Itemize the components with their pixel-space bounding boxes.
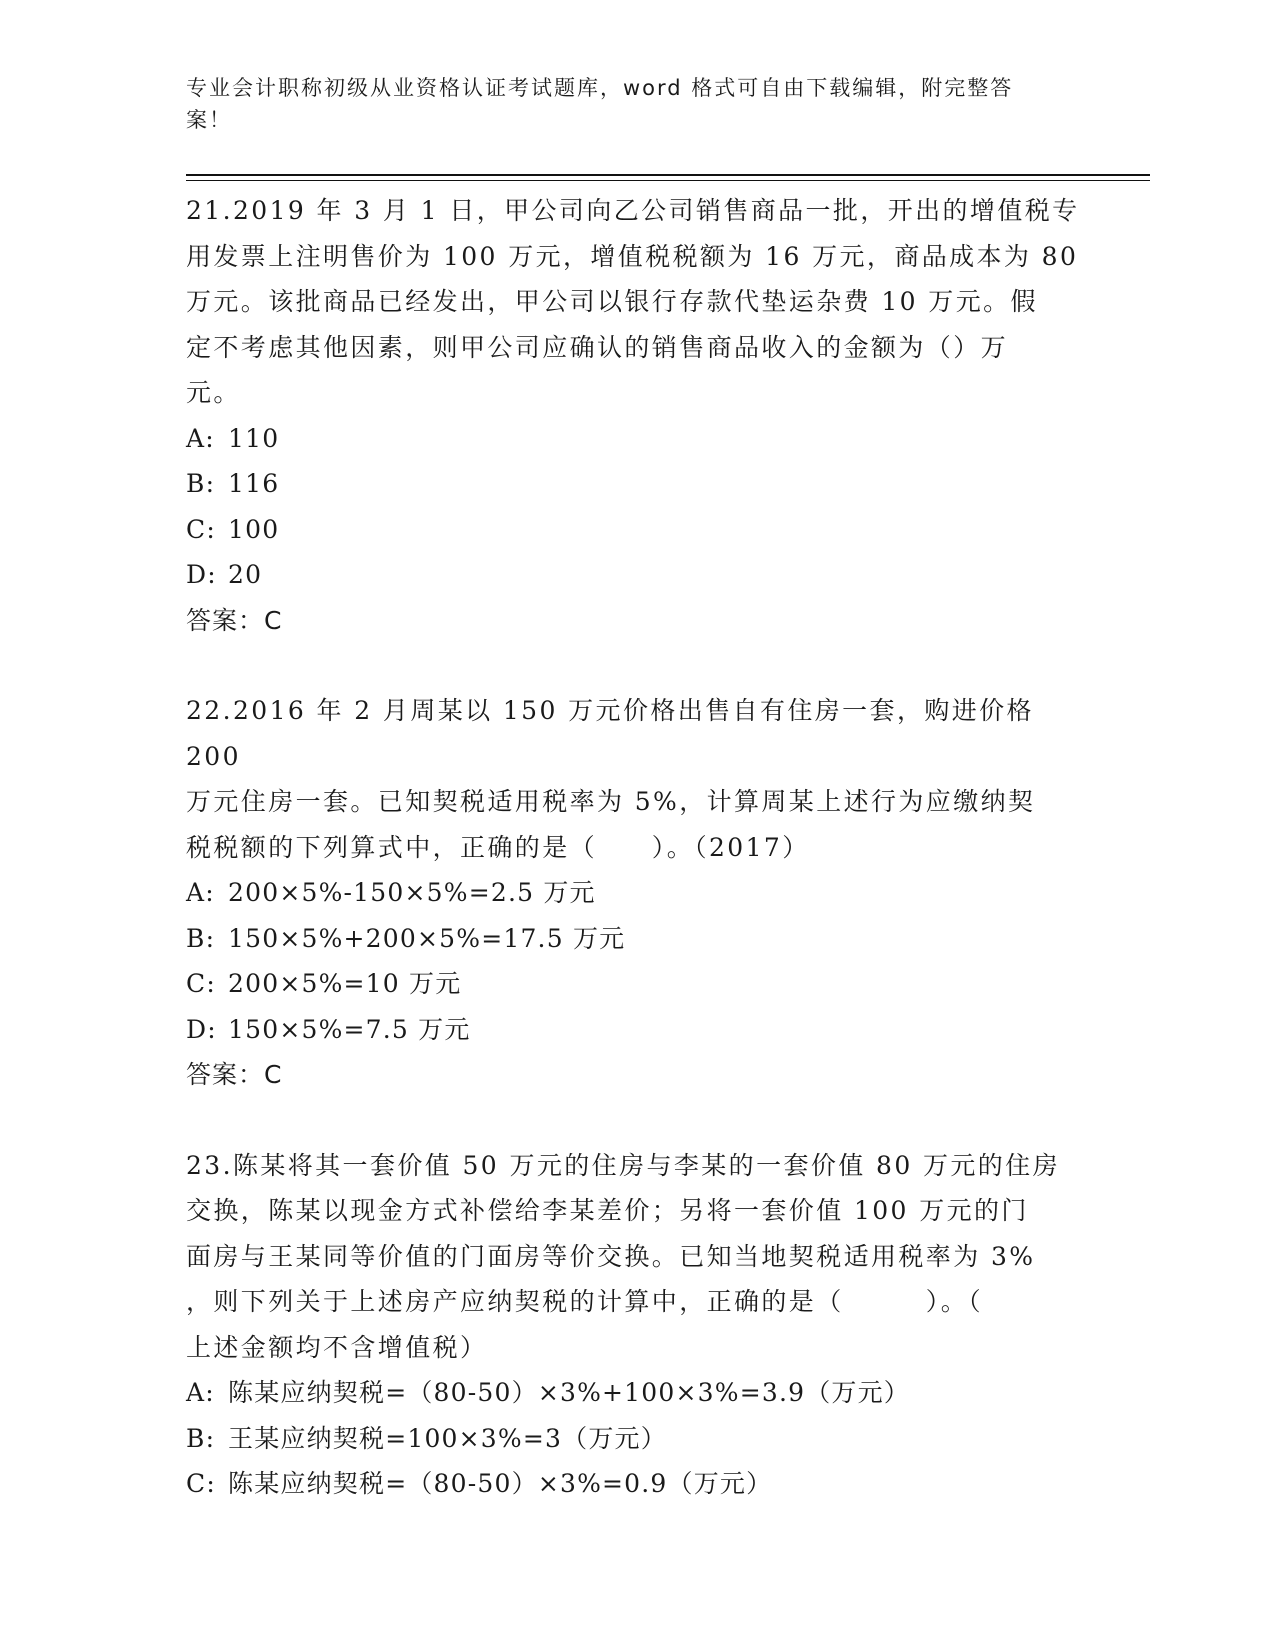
option-b <box>186 916 1086 962</box>
option-d <box>186 552 1086 598</box>
option-text: 陈某应纳契税=（80-50）×3%+100×3%=3.9（万元） <box>228 1378 911 1407</box>
option-key: A: <box>186 878 215 907</box>
option-b <box>186 1416 1086 1462</box>
question-spacer <box>186 1098 1086 1143</box>
question-stem <box>186 688 1086 870</box>
option-text: 100 <box>228 514 280 544</box>
header-divider-thin <box>186 180 1150 181</box>
option-key: B: <box>186 469 216 498</box>
option-text: 150×5%=7.5 万元 <box>228 1014 471 1044</box>
option-b <box>186 461 1086 507</box>
option-key: D: <box>186 1014 217 1044</box>
option-d <box>186 1007 1086 1053</box>
option-key: B: <box>186 1423 216 1453</box>
option-key: C: <box>186 1469 216 1498</box>
option-text: 110 <box>228 423 280 453</box>
stem-line: 21.2019 年 3 月 1 日，甲公司向乙公司销售商品一批，开出的增值税专 <box>186 196 1080 225</box>
option-key: C: <box>186 514 216 544</box>
option-key: D: <box>186 560 217 589</box>
stem-line: 用发票上注明售价为 100 万元，增值税税额为 16 万元，商品成本为 80 <box>186 241 1079 271</box>
option-a <box>186 416 1086 462</box>
stem-line: ，则下列关于上述房产应纳契税的计算中，正确的是（ ）。（ <box>186 1287 984 1316</box>
option-a <box>186 1370 1086 1416</box>
stem-line: 面房与王某同等价值的门面房等价交换。已知当地契税适用税率为 3% <box>186 1241 1036 1271</box>
question-spacer <box>186 643 1086 688</box>
question-22 <box>186 688 1086 1098</box>
answer-line: 答案：C <box>186 1060 283 1089</box>
header-line: 案！ <box>186 108 232 132</box>
option-text: 150×5%+200×5%=17.5 万元 <box>228 923 626 953</box>
question-stem <box>186 188 1086 416</box>
option-text: 王某应纳契税=100×3%=3（万元） <box>228 1423 667 1453</box>
document-header <box>186 72 1066 136</box>
option-text: 20 <box>228 560 263 589</box>
stem-line: 定不考虑其他因素，则甲公司应确认的销售商品收入的金额为（）万 <box>186 332 1009 362</box>
question-23 <box>186 1143 1086 1507</box>
option-key: C: <box>186 969 216 998</box>
option-text: 200×5%=10 万元 <box>228 969 462 998</box>
option-a <box>186 870 1086 916</box>
stem-line: 上述金额均不含增值税） <box>186 1332 488 1362</box>
answer-line: 答案：C <box>186 605 283 635</box>
question-21 <box>186 188 1086 643</box>
header-divider-thick <box>186 174 1150 176</box>
question-stem <box>186 1143 1086 1371</box>
stem-line: 元。 <box>186 378 241 407</box>
option-text: 200×5%-150×5%=2.5 万元 <box>228 878 596 907</box>
option-c <box>186 507 1086 553</box>
stem-line: 万元住房一套。已知契税适用税率为 5%，计算周某上述行为应缴纳契 <box>186 787 1036 816</box>
option-key: B: <box>186 923 216 953</box>
option-c <box>186 1461 1086 1507</box>
option-text: 陈某应纳契税=（80-50）×3%=0.9（万元） <box>228 1469 773 1498</box>
option-key: A: <box>186 423 215 453</box>
option-c <box>186 961 1086 1007</box>
stem-line: 税税额的下列算式中，正确的是（ ）。（2017） <box>186 832 810 862</box>
stem-line: 22.2016 年 2 月周某以 150 万元价格出售自有住房一套，购进价格 200 <box>186 696 1034 771</box>
question-list <box>186 188 1086 1507</box>
option-key: A: <box>186 1378 215 1407</box>
stem-line: 万元。该批商品已经发出，甲公司以银行存款代垫运杂费 10 万元。假 <box>186 287 1038 316</box>
stem-line: 交换，陈某以现金方式补偿给李某差价；另将一套价值 100 万元的门 <box>186 1196 1029 1225</box>
option-text: 116 <box>228 469 280 498</box>
header-line: 专业会计职称初级从业资格认证考试题库，word 格式可自由下载编辑，附完整答 <box>186 76 1014 100</box>
stem-line: 23.陈某将其一套价值 50 万元的住房与李某的一套价值 80 万元的住房 <box>186 1150 1060 1180</box>
